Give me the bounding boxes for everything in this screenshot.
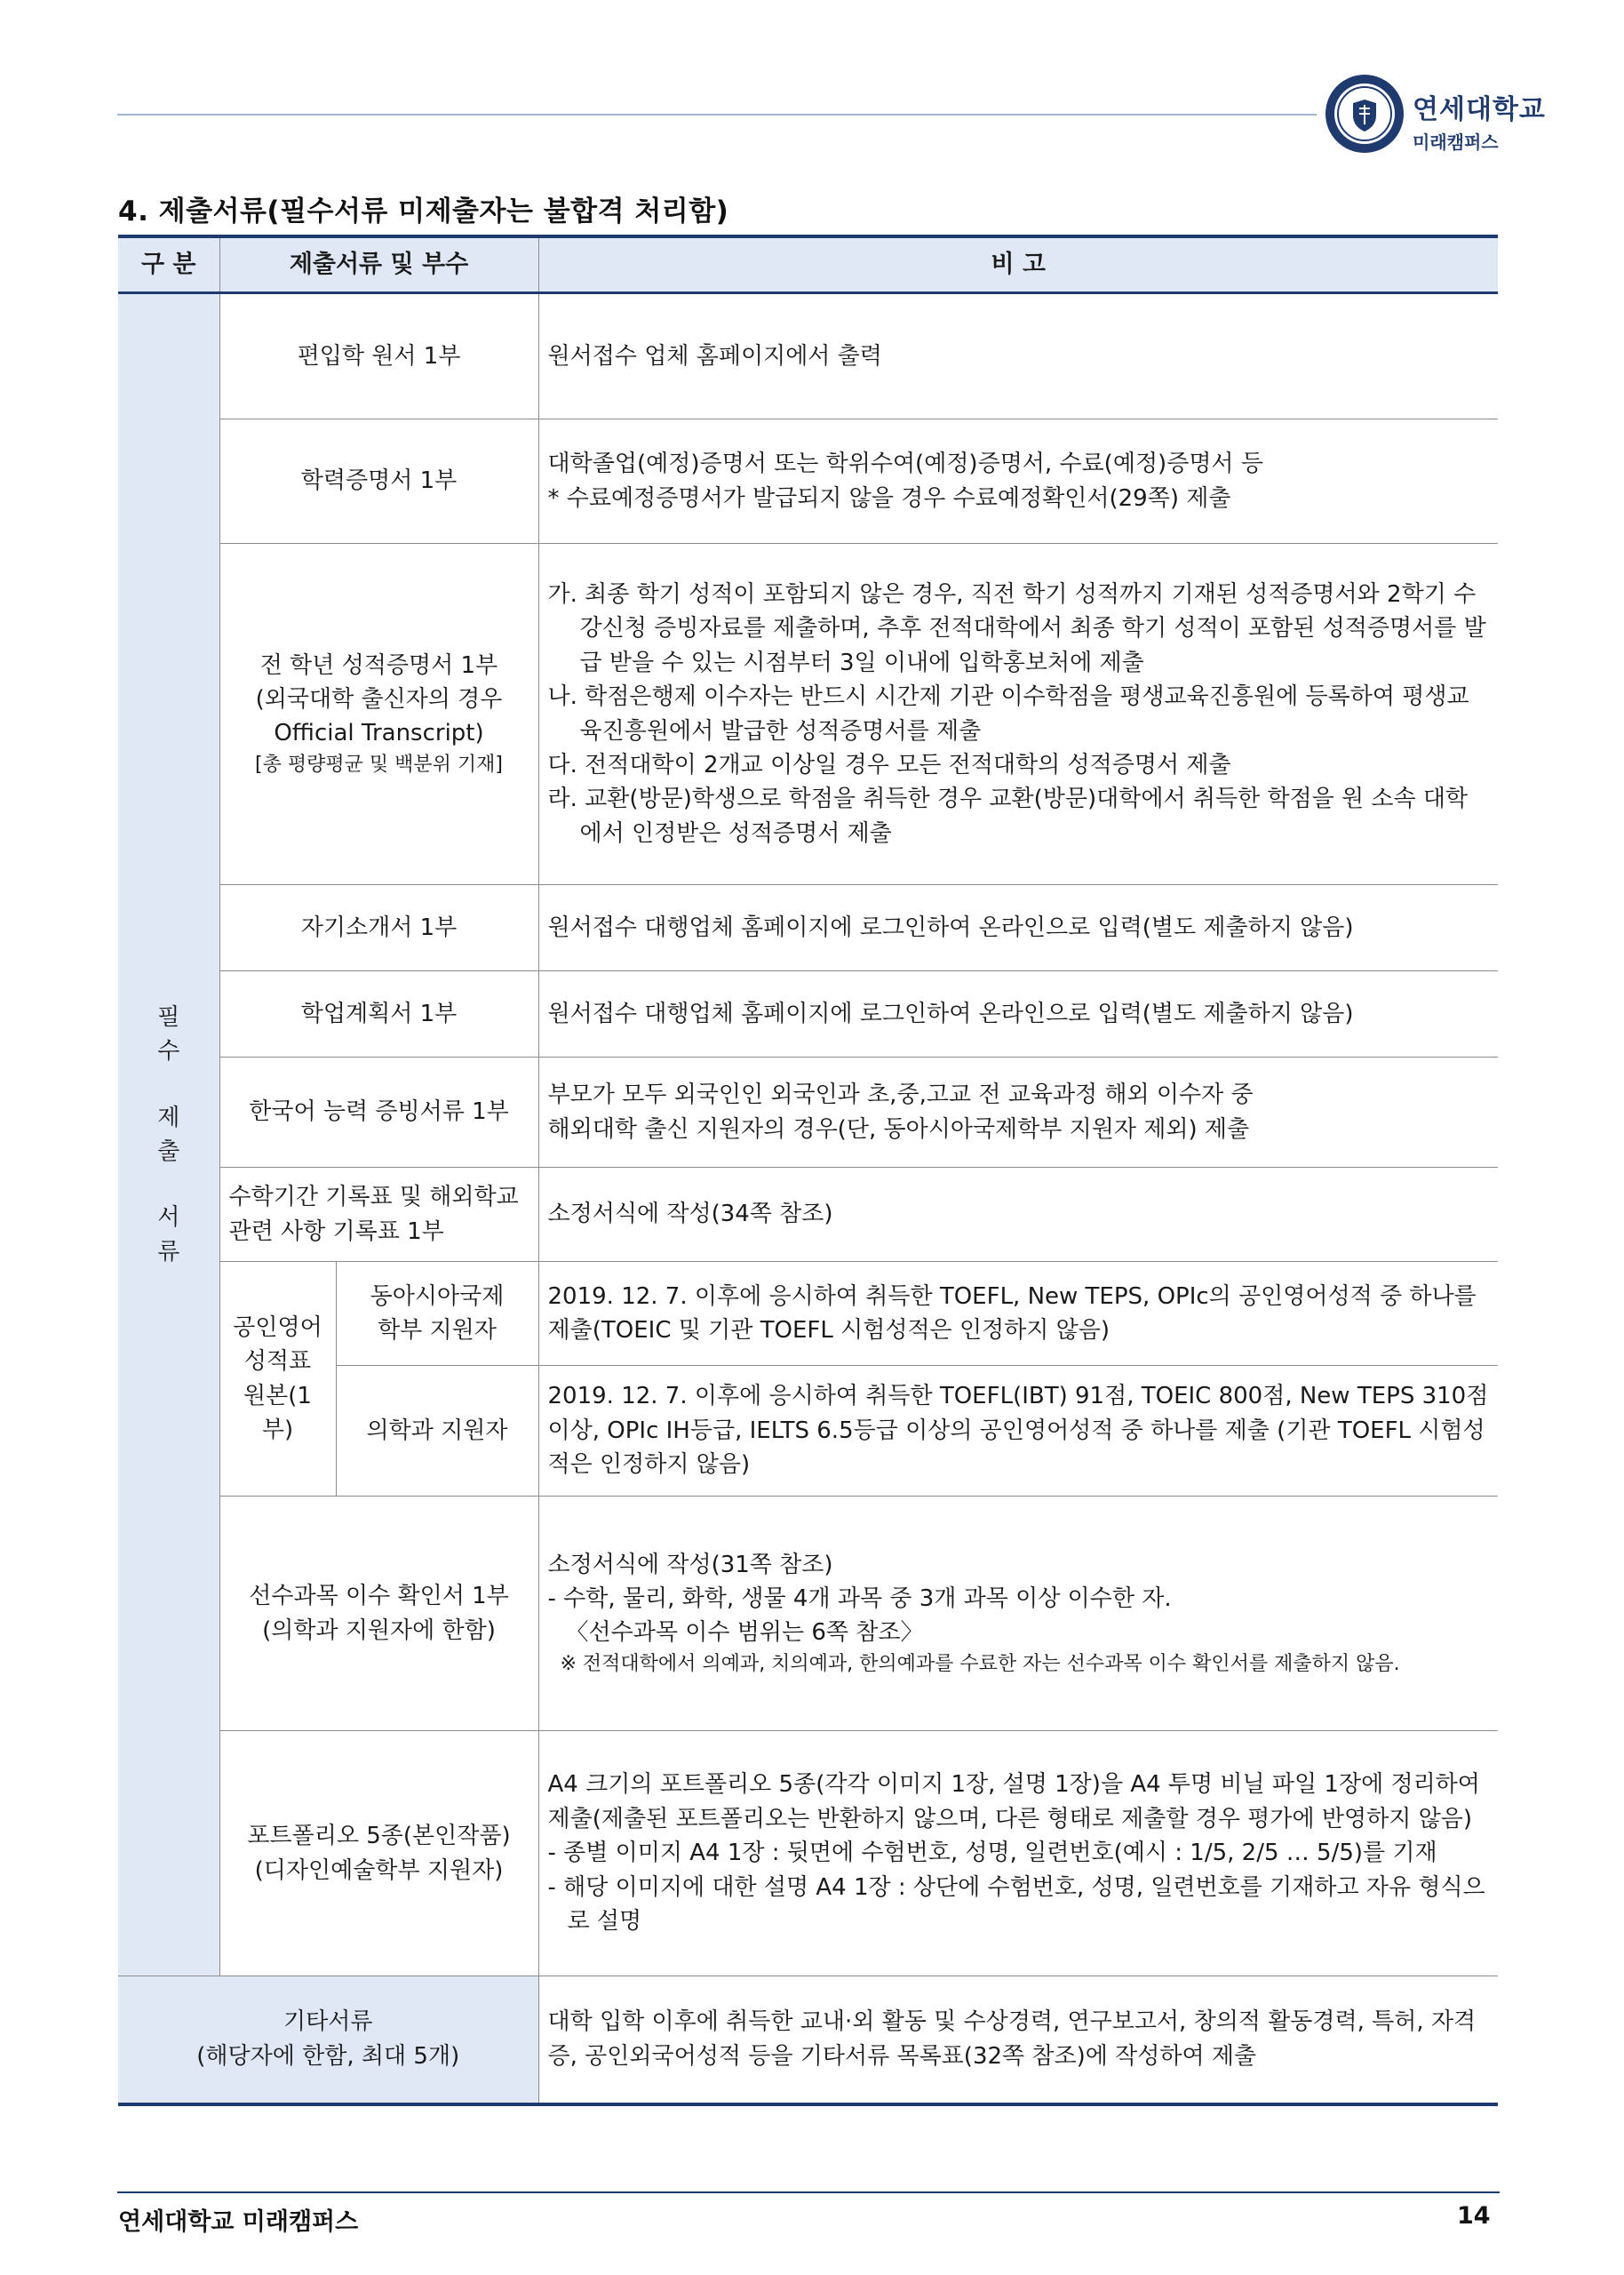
table-row (118, 1168, 1498, 1262)
list-item: 라. 교환(방문)학생으로 학점을 취득한 경우 교환(방문)대학에서 취득한 학점을 원 소속 대학에서 인정받은 성적증명서 제출 (547, 786, 1469, 847)
doc-study-period: 수학기간 기록표 및 해외학교 관련 사항 기록표 1부 (219, 1168, 538, 1262)
doc-portfolio: 포트폴리오 5종(본인작품) (디자인예술학부 지원자) (219, 1731, 538, 1976)
note-prerequisite: 소정서식에 작성(31쪽 참조) - 수학, 물리, 화학, 생물 4개 과목 중 3개 과목 이상 이수한 자. 〈선수과목 이수 범위는 6쪽 참조〉 ※ 전적대학에서 의예과, 치의예과, 한의예과를 수료한 자는 선수과목 이수 확인서를 제출하지 않음. (538, 1497, 1498, 1731)
note-other: 대학 입학 이후에 취득한 교내·외 활동 및 수상경력, 연구보고서, 창의적 활동경력, 특허, 자격증, 공인외국어성적 등을 기타서류 목록표(32쪽 참조)에 작성하여 제출 (538, 1976, 1498, 2104)
table-row (118, 1262, 1498, 1366)
logo-title: 연세대학교 (1413, 94, 1546, 125)
list-item: 가. 최종 학기 성적이 포함되지 않은 경우, 직전 학기 성적까지 기재된 성적증명서와 2학기 수강신청 증빙자료를 제출하며, 추후 전적대학에서 최종 학기 성적이 포함된 성적증명서를 발급 받을 수 있는 시점부터 3일 이내에 입학홍보처에 제출 (547, 580, 1486, 676)
english-sub-medicine: 의학과 지원자 (336, 1366, 538, 1497)
university-logo (1413, 87, 1546, 154)
list-item: 다. 전적대학이 2개교 이상일 경우 모든 전적대학의 성적증명서 제출 (547, 751, 1231, 778)
documents-table (118, 235, 1498, 2106)
table-header-row (118, 236, 1498, 293)
doc-self-intro: 자기소개서 1부 (219, 885, 538, 971)
note-korean: 부모가 모두 외국인인 외국인과 초,중,고교 전 교육과정 해외 이수자 중 해외대학 출신 지원자의 경우(단, 동아시아국제학부 지원자 제외) 제출 (538, 1058, 1498, 1168)
table-row (118, 885, 1498, 971)
table-row (118, 419, 1498, 544)
university-seal-icon (1324, 73, 1405, 155)
header-category: 구 분 (118, 236, 219, 293)
doc-transcript: 전 학년 성적증명서 1부 (외국대학 출신자의 경우 Official Transcript) [총 평량평균 및 백분위 기재] (219, 544, 538, 885)
doc-english: 공인영어 성적표 원본(1부) (219, 1262, 336, 1497)
doc-korean: 한국어 능력 증빙서류 1부 (219, 1058, 538, 1168)
table-row (118, 1058, 1498, 1168)
doc-application: 편입학 원서 1부 (219, 293, 538, 419)
doc-degree: 학력증명서 1부 (219, 419, 538, 544)
note-study-period: 소정서식에 작성(34쪽 참조) (538, 1168, 1498, 1262)
header-documents: 제출서류 및 부수 (219, 236, 538, 293)
doc-prerequisite: 선수과목 이수 확인서 1부 (의학과 지원자에 한함) (219, 1497, 538, 1731)
note-transcript (538, 544, 1498, 885)
section-title: 4. 제출서류(필수서류 미제출자는 불합격 처리함) (118, 196, 729, 228)
note-self-intro: 원서접수 대행업체 홈페이지에 로그인하여 온라인으로 입력(별도 제출하지 않음) (538, 885, 1498, 971)
doc-study-plan: 학업계획서 1부 (219, 971, 538, 1058)
doc-other: 기타서류 (해당자에 한함, 최대 5개) (118, 1976, 538, 2104)
table-row (118, 971, 1498, 1058)
footer-university: 연세대학교 미래캠퍼스 (118, 2208, 359, 2236)
logo-subtitle: 미래캠퍼스 (1413, 132, 1499, 153)
note-study-plan: 원서접수 대행업체 홈페이지에 로그인하여 온라인으로 입력(별도 제출하지 않음) (538, 971, 1498, 1058)
note-degree: 대학졸업(예정)증명서 또는 학위수여(예정)증명서, 수료(예정)증명서 등 * 수료예정증명서가 발급되지 않을 경우 수료예정확인서(29쪽) 제출 (538, 419, 1498, 544)
table-row (118, 544, 1498, 885)
footer-divider (117, 2191, 1500, 2193)
category-required: 필 수 제 출 서 류 (118, 293, 219, 1976)
table-row (118, 1976, 1498, 2104)
list-item: 나. 학점은행제 이수자는 반드시 시간제 기관 이수학점을 평생교육진흥원에 등록하여 평생교육진흥원에서 발급한 성적증명서를 제출 (547, 683, 1469, 745)
note-application: 원서접수 업체 홈페이지에서 출력 (538, 293, 1498, 419)
note-english-medicine: 2019. 12. 7. 이후에 응시하여 취득한 TOEFL(IBT) 91점, TOEIC 800점, New TEPS 310점 이상, OPIc IH등급, IELTS 6.5등급 이상의 공인영어성적 중 하나를 제출 (기관 TOEFL 시험성적은 인정하지 않음) (538, 1366, 1498, 1497)
table-row (118, 1731, 1498, 1976)
english-sub-east-asia: 동아시아국제 학부 지원자 (336, 1262, 538, 1366)
table-row (118, 293, 1498, 419)
header-divider (117, 114, 1317, 116)
note-english-east-asia: 2019. 12. 7. 이후에 응시하여 취득한 TOEFL, New TEPS, OPIc의 공인영어성적 중 하나를 제출(TOEIC 및 기관 TOEFL 시험성적은 인정하지 않음) (538, 1262, 1498, 1366)
header-remarks: 비 고 (538, 236, 1498, 293)
note-portfolio: A4 크기의 포트폴리오 5종(각각 이미지 1장, 설명 1장)을 A4 투명 비닐 파일 1장에 정리하여 제출(제출된 포트폴리오는 반환하지 않으며, 다른 형태로 제출할 경우 평가에 반영하지 않음) - 종별 이미지 A4 1장 : 뒷면에 수험번호, 성명, 일련번호(예시 : 1/5, 2/5 … 5/5)를 기재 - 해당 이미지에 대한 설명 A4 1장 : 상단에 수험번호, 성명, 일련번호를 기재하고 자유 형식으로 설명 (538, 1731, 1498, 1976)
table-row (118, 1497, 1498, 1731)
page-number: 14 (1457, 2202, 1491, 2230)
